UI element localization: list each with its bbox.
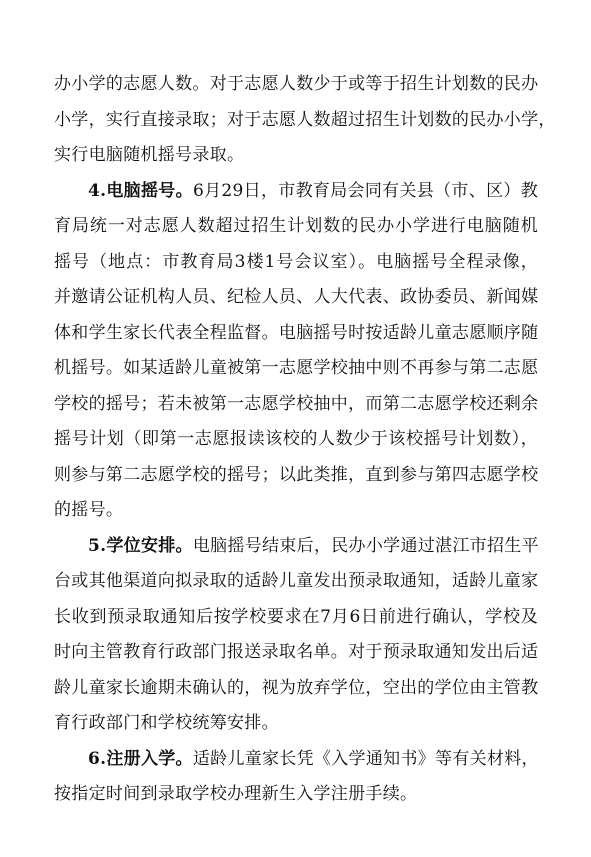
paragraph-line: 育局统一对志愿人数超过招生计划数的民办小学进行电脑随机 <box>54 216 538 236</box>
paragraph-line: 台或其他渠道向拟录取的适龄儿童发出预录取通知，适龄儿童家 <box>54 571 539 591</box>
paragraph-line: 机摇号。如某适龄儿童被第一志愿学校抽中则不再参与第二志愿 <box>54 358 539 378</box>
section-6-first-line <box>88 747 538 772</box>
paragraph-line: 摇号（地点：市教育局3楼1号会议室）。电脑摇号全程录像， <box>54 252 538 272</box>
section-4-first-line-text: 6月29日，市教育局会同有关县（市、区）教 <box>192 181 538 201</box>
paragraph-line: 时向主管教育行政部门报送录取名单。对于预录取通知发出后适 <box>54 642 539 662</box>
paragraph-line: 体和学生家长代表全程监督。电脑摇号时按适龄儿童志愿顺序随 <box>54 323 539 343</box>
paragraph-line: 龄儿童家长逾期未确认的，视为放弃学位，空出的学位由主管教 <box>54 678 539 698</box>
paragraph-line: 实行电脑随机摇号录取。 <box>54 145 245 165</box>
paragraph-line: 办小学的志愿人数。对于志愿人数少于或等于招生计划数的民办 <box>54 74 539 94</box>
paragraph-line: 摇号计划（即第一志愿报读该校的人数少于该校摇号计划数）， <box>54 429 538 449</box>
paragraph-line: 并邀请公证机构人员、纪检人员、人大代表、政协委员、新闻媒 <box>54 287 539 307</box>
paragraph-line: 小学，实行直接录取；对于志愿人数超过招生计划数的民办小学， <box>54 110 556 130</box>
section-5-first-line-text: 电脑摇号结束后，民办小学通过湛江市招生平 <box>192 536 539 556</box>
section-6-first-line-text: 适龄儿童家长凭《入学通知书》等有关材料， <box>192 749 539 769</box>
section-4-first-line <box>88 179 538 204</box>
section-4-heading: 4.电脑摇号。 <box>88 181 193 201</box>
paragraph-line: 则参与第二志愿学校的摇号；以此类推，直到参与第四志愿学校 <box>54 465 539 485</box>
section-5-heading: 5.学位安排。 <box>88 536 193 556</box>
section-6-heading: 6.注册入学。 <box>88 749 193 769</box>
paragraph-line: 长收到预录取通知后按学校要求在7月6日前进行确认，学校及 <box>54 607 538 627</box>
paragraph-line: 的摇号。 <box>54 500 124 520</box>
section-5-first-line <box>88 534 538 559</box>
paragraph-line: 按指定时间到录取学校办理新生入学注册手续。 <box>54 784 418 804</box>
paragraph-line: 学校的摇号；若未被第一志愿学校抽中，而第二志愿学校还剩余 <box>54 394 539 414</box>
paragraph-line: 育行政部门和学校统筹安排。 <box>54 713 279 733</box>
